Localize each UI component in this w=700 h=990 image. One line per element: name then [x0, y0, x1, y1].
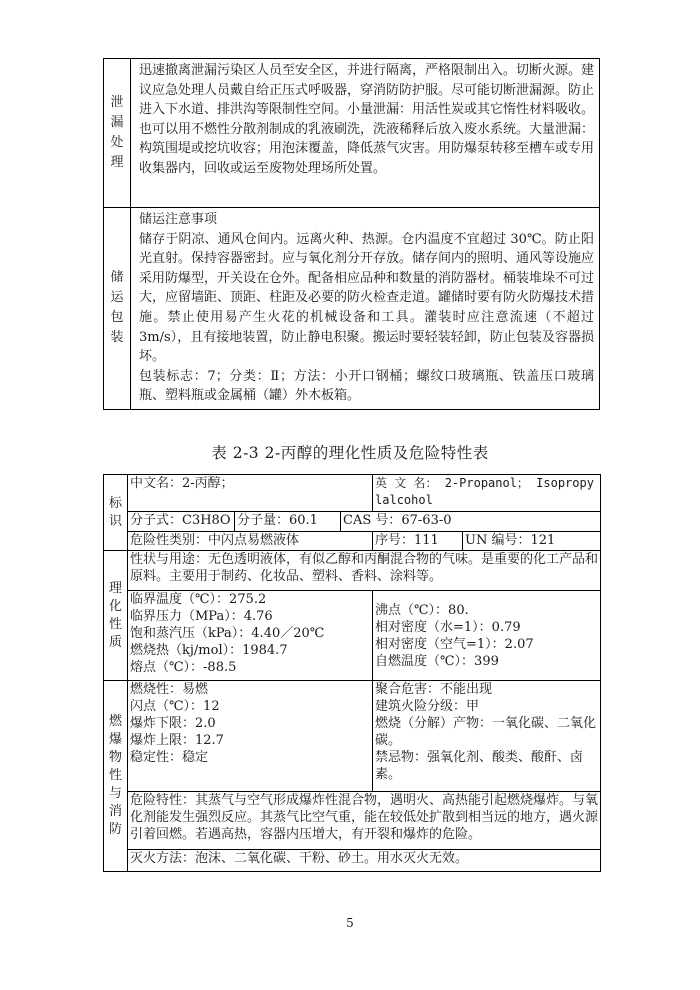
boiling-point: 沸点（℃）：80.	[375, 602, 469, 618]
fire-risk-class: 建筑火险分级：甲	[375, 699, 480, 714]
label-physchem: 理 化 性 质	[104, 551, 128, 681]
melting-point: 熔点（℃）：-88.5	[130, 660, 237, 675]
chinese-name: 中文名：2-丙醇；	[128, 475, 373, 512]
storage-heading: 储运注意事项	[139, 212, 218, 227]
extinguishing-method: 灭火方法：泡沫、二氧化碳、干粉、砂土。用水灭火无效。	[128, 850, 601, 872]
table-leak-storage	[103, 58, 600, 410]
critical-pressure: 临界压力（MPa）：4.76	[130, 609, 273, 624]
incompatible-materials: 禁忌物：强氧化剂、酸类、酸酐、卤素。	[375, 750, 584, 782]
autoignition-temperature: 自燃温度（℃）：399	[375, 653, 499, 669]
label-identification: 标 识	[104, 475, 128, 551]
stability: 稳定性：稳定	[130, 750, 209, 765]
physchem-right	[373, 591, 601, 681]
polymerization-hazard: 聚合危害：不能出现	[375, 682, 493, 697]
hazard-characteristics: 危险特性：其蒸气与空气形成爆炸性混合物，遇明火、高热能引起燃烧爆炸。与氧化剂能发生强烈反应。其蒸气比空气重，能在较低处扩散到相当远的地方，遇火源引着回燃。若遇高热，容器内压增大，有开裂和爆炸的危险。	[128, 792, 601, 850]
lower-explosion-limit: 爆炸下限：2.0	[130, 716, 216, 731]
critical-temperature: 临界温度（℃）：275.2	[130, 592, 267, 607]
english-name: 英 文 名： 2-Propanol； Isopropylalcohol	[373, 475, 601, 512]
leak-handling-text: 迅速撤离泄漏污染区人员至安全区，并进行隔离，严格限制出入。切断火源。建议应急处理人员戴自给正压式呼吸器，穿消防防护服。尽可能切断泄漏源。防止进入下水道、排洪沟等限制性空间。小量泄漏：用活性炭或其它惰性材料吸收。也可以用不燃性分散剂制成的乳液刷洗，洗液稀释后放入废水系统。大量泄漏：构筑围堤或挖坑收容；用泡沫覆盖，降低蒸气灾害。用防爆泵转移至槽车或专用收集器内，回收或运至废物处理场所处置。	[131, 59, 600, 208]
row-names	[104, 475, 601, 512]
row-hazard-characteristics	[104, 792, 601, 850]
storage-text: 储存于阴凉、通风仓间内。远离火种、热源。仓内温度不宜超过 30℃。防止阳光直射。保持容器密封。应与氧化剂分开存放。储存间内的照明、通风等设施应采用防爆型，开关设在仓外。配备相应品种和数量的消防器材。桶装堆垛不可过大，应留墙距、顶距、柱距及必要的防火检查走道。罐储时要有防火防爆技术措施。禁止使用易产生火花的机械设备和工具。灌装时应注意流速（不超过 3m/s），且有接地装置，防止静电积聚。搬运时要轻装轻卸，防止包装及容器损坏。	[139, 231, 595, 365]
row-physchem-values	[104, 591, 601, 681]
row-properties-use	[104, 551, 601, 591]
combustibility: 燃烧性：易燃	[130, 682, 209, 697]
combustion-products: 燃烧（分解）产物：一氧化碳、二氧化碳。	[375, 716, 597, 748]
label-leak-handling: 泄 漏 处 理	[104, 59, 131, 208]
flash-point: 闪点（℃）：12	[130, 699, 220, 714]
flammability-right	[373, 681, 601, 792]
physchem-left	[128, 591, 373, 681]
upper-explosion-limit: 爆炸上限：12.7	[130, 733, 224, 748]
row-storage-packaging	[104, 208, 600, 410]
vapor-pressure: 饱和蒸汽压（kPa）：4.40／20℃	[130, 626, 325, 641]
row-extinguishing	[104, 850, 601, 872]
table-title: 表 2-3 2-丙醇的理化性质及危险特性表	[211, 444, 489, 462]
properties-use: 性状与用途：无色透明液体，有似乙醇和丙酮混合物的气味。是重要的化工产品和原料。主要用于制药、化妆品、塑料、香料、涂料等。	[128, 551, 601, 591]
relative-density-air: 相对密度（空气=1）：2.07	[375, 636, 534, 652]
relative-density-water: 相对密度（水=1）：0.79	[375, 619, 521, 635]
packaging-text: 包装标志：7；分类：Ⅱ；方法：小开口钢桶；螺纹口玻璃瓶、铁盖压口玻璃瓶、塑料瓶或金属桶（罐）外木板箱。	[139, 368, 594, 404]
heat-of-combustion: 燃烧热（kj/mol）：1984.7	[130, 643, 288, 658]
label-fire-explosion: 燃 爆 物 性 与 消 防	[104, 681, 128, 872]
serial-number: 序号：111	[373, 532, 463, 551]
row-hazard-class	[104, 532, 601, 551]
table-propanol-properties	[103, 474, 601, 872]
cas-number: CAS 号：67-63-0	[341, 512, 601, 532]
storage-packaging-cell	[131, 208, 600, 410]
row-formula	[104, 512, 601, 532]
row-flammability	[104, 681, 601, 792]
page-number: 5	[346, 916, 354, 930]
row-leak-handling	[104, 59, 600, 208]
hazard-class: 危险性类别：中闪点易燃液体	[128, 532, 373, 551]
flammability-left	[128, 681, 373, 792]
molecular-formula: 分子式：C3H8O	[128, 512, 235, 532]
molecular-weight: 分子量：60.1	[235, 512, 341, 532]
label-storage-packaging: 储 运 包 装	[104, 208, 131, 410]
un-number: UN 编号：121	[463, 532, 601, 551]
